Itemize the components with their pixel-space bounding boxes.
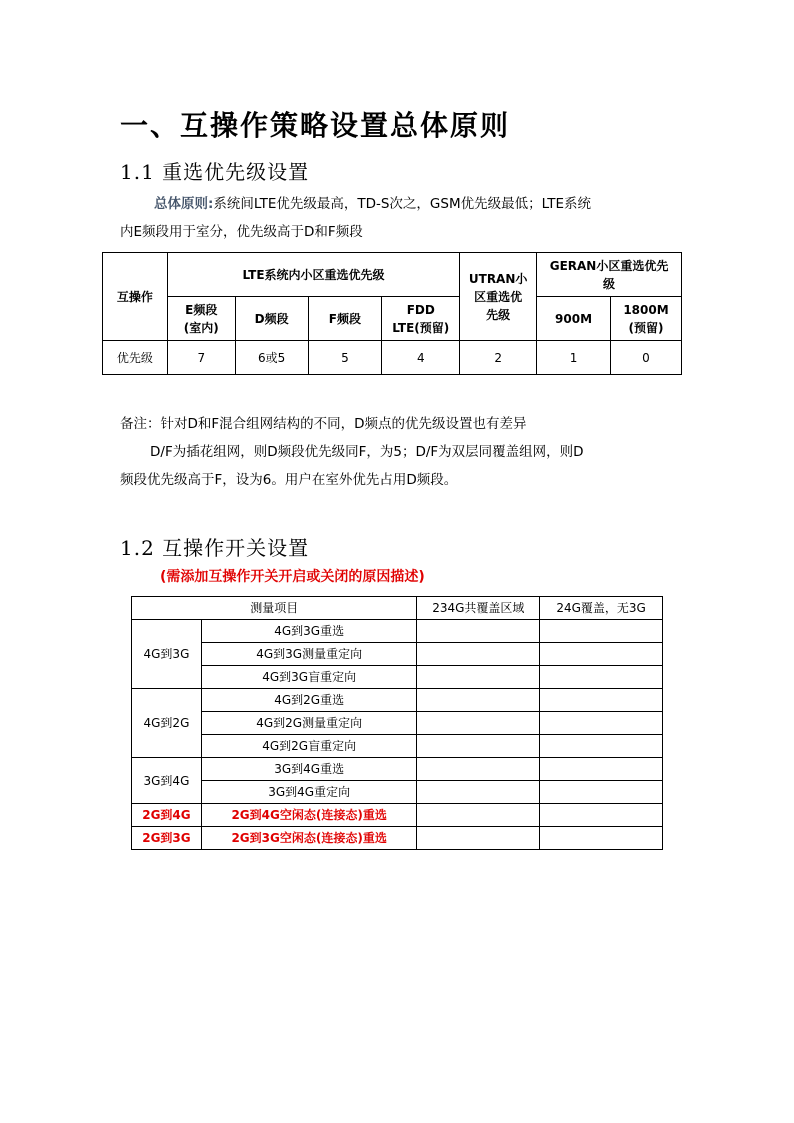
table-cell (540, 735, 663, 758)
priority-value: 1 (537, 341, 611, 375)
table-cell (417, 827, 540, 850)
priority-value: 4 (382, 341, 460, 375)
group-label: 4G到2G (132, 689, 202, 758)
col-interop: 互操作 (103, 253, 168, 341)
group-label-red: 2G到3G (132, 827, 202, 850)
table-cell (417, 643, 540, 666)
header-24g-area: 24G覆盖，无3G (540, 597, 663, 620)
table-cell (540, 827, 663, 850)
table-cell (417, 689, 540, 712)
principle-lead: 总体原则: (154, 196, 214, 212)
table-cell (417, 666, 540, 689)
measure-item: 4G到3G盲重定向 (201, 666, 417, 689)
section-1-2-title: 1.2 互操作开关设置 (120, 536, 310, 560)
measure-item: 4G到2G测量重定向 (201, 712, 417, 735)
sub-900m: 900M (537, 297, 611, 341)
measure-item-red: 2G到3G空闲态(连接态)重选 (201, 827, 417, 850)
sub-1800m: 1800M (预留) (611, 297, 682, 341)
measure-item: 4G到3G测量重定向 (201, 643, 417, 666)
note-line-1: 备注：针对D和F混合组网结构的不同，D频点的优先级设置也有差异 (120, 416, 527, 432)
table-cell (540, 666, 663, 689)
sub-f-band: F频段 (308, 297, 382, 341)
table-cell (417, 735, 540, 758)
section-1-2-subtitle: (需添加互操作开关开启或关闭的原因描述) (160, 569, 425, 585)
measure-item: 4G到2G重选 (201, 689, 417, 712)
section-1-1-title: 1.1 重选优先级设置 (120, 160, 310, 184)
table-cell (417, 620, 540, 643)
switch-table (131, 596, 663, 850)
note-line-2: D/F为插花组网，则D频段优先级同F，为5；D/F为双层同覆盖组网，则D (150, 444, 584, 460)
measure-item: 3G到4G重选 (201, 758, 417, 781)
header-234g-area: 234G共覆盖区域 (417, 597, 540, 620)
measure-item-red: 2G到4G空闲态(连接态)重选 (201, 804, 417, 827)
priority-value: 2 (460, 341, 537, 375)
table-cell (417, 804, 540, 827)
principle-text-1: 系统间LTE优先级最高，TD-S次之，GSM优先级最低；LTE系统 (213, 196, 592, 212)
priority-table (102, 252, 682, 375)
sub-e-band: E频段 (室内) (167, 297, 235, 341)
table-cell (540, 804, 663, 827)
table-cell (540, 689, 663, 712)
note-paragraph (120, 410, 680, 494)
priority-value: 7 (167, 341, 235, 375)
table-cell (417, 712, 540, 735)
table-cell (417, 781, 540, 804)
sub-d-band: D频段 (235, 297, 308, 341)
group-label-red: 2G到4G (132, 804, 202, 827)
measure-item: 4G到3G重选 (201, 620, 417, 643)
header-measure-item: 测量项目 (132, 597, 417, 620)
sub-fdd-lte: FDD LTE(预留) (382, 297, 460, 341)
principle-paragraph (120, 190, 680, 246)
principle-text-2: 内E频段用于室分，优先级高于D和F频段 (120, 224, 363, 240)
page-heading: 一、互操作策略设置总体原则 (120, 109, 511, 142)
table-cell (540, 758, 663, 781)
col-geran-priority: GERAN小区重选优先 级 (537, 253, 682, 297)
measure-item: 3G到4G重定向 (201, 781, 417, 804)
measure-item: 4G到2G盲重定向 (201, 735, 417, 758)
group-label: 3G到4G (132, 758, 202, 804)
table-cell (540, 620, 663, 643)
col-utran-priority: UTRAN小 区重选优 先级 (460, 253, 537, 341)
priority-value: 5 (308, 341, 382, 375)
table-cell (540, 781, 663, 804)
table-cell (417, 758, 540, 781)
table-cell (540, 712, 663, 735)
row-priority-label: 优先级 (103, 341, 168, 375)
table-cell (540, 643, 663, 666)
note-line-3: 频段优先级高于F，设为6。用户在室外优先占用D频段。 (120, 472, 458, 488)
group-label: 4G到3G (132, 620, 202, 689)
priority-value: 0 (611, 341, 682, 375)
col-lte-priority: LTE系统内小区重选优先级 (167, 253, 459, 297)
priority-value: 6或5 (235, 341, 308, 375)
